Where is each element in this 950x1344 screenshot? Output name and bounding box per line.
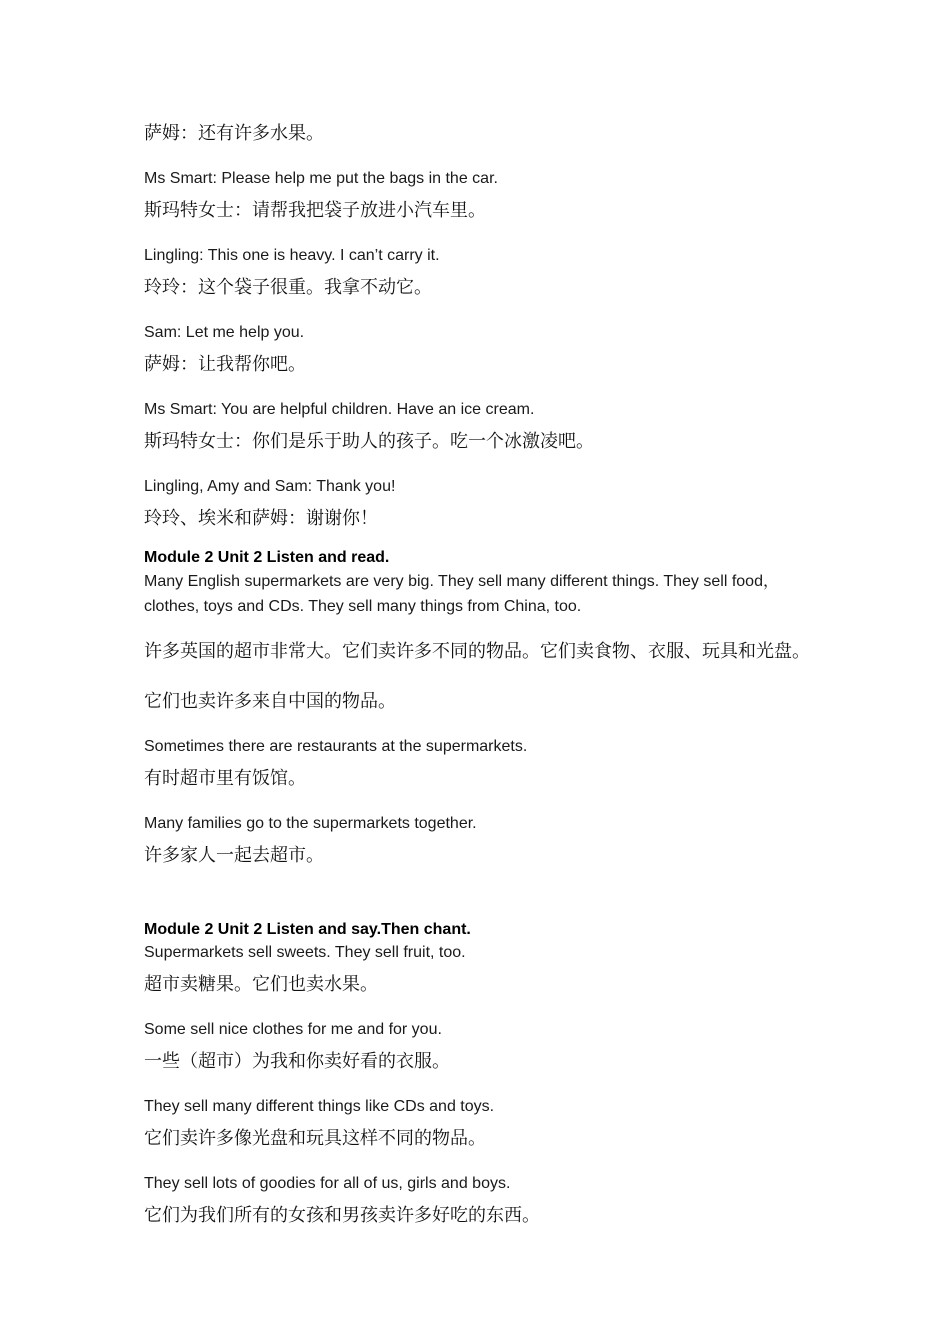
dialogue-zh: 萨姆：让我帮你吧。 (144, 354, 306, 375)
dialogue-pair (144, 321, 824, 379)
dialogue-zh: 斯玛特女士：请帮我把袋子放进小汽车里。 (144, 200, 486, 221)
read-pair (144, 735, 824, 793)
section-heading-read: Module 2 Unit 2 Listen and read. (144, 549, 390, 566)
chant-line-en: They sell many different things like CDs and toys. (144, 1098, 495, 1115)
dialogue-en: Lingling: This one is heavy. I can’t carry it. (144, 247, 440, 264)
dialogue-en: Ms Smart: Please help me put the bags in the car. (144, 170, 498, 187)
chant-line-zh: 超市卖糖果。它们也卖水果。 (144, 974, 378, 995)
read-pair (144, 812, 824, 870)
dialogue-pair (144, 398, 824, 456)
chant-line-en: They sell lots of goodies for all of us, girls and boys. (144, 1175, 511, 1192)
read-paragraph-zh: 许多英国的超市非常大。它们卖许多不同的物品。它们卖食物、衣服、玩具和光盘。它们也卖许多来自中国的物品。 (144, 641, 810, 712)
section-heading-chant: Module 2 Unit 2 Listen and say.Then chant. (144, 921, 471, 938)
read-paragraph-en: Many English supermarkets are very big. They sell many different things. They sell food，clothes, toys and CDs. They sell many things from China, too. (144, 573, 779, 615)
chant-pair (144, 1018, 824, 1076)
read-line-zh: 有时超市里有饭馆。 (144, 768, 306, 789)
dialogue-zh: 玲玲、埃米和萨姆：谢谢你！ (144, 508, 378, 529)
dialogue-pair (144, 244, 824, 302)
intro-zh: 萨姆：还有许多水果。 (144, 123, 324, 144)
read-line-en: Many families go to the supermarkets together. (144, 815, 477, 832)
dialogue-pair (144, 475, 824, 533)
dialogue-en: Sam: Let me help you. (144, 324, 305, 341)
dialogue-zh: 斯玛特女士：你们是乐于助人的孩子。吃一个冰激凌吧。 (144, 431, 594, 452)
dialogue-pair (144, 167, 824, 225)
intro-pair (144, 120, 824, 148)
section-gap (144, 889, 824, 919)
document-page (144, 120, 824, 1249)
chant-pair (144, 1095, 824, 1153)
read-line-zh: 许多家人一起去超市。 (144, 845, 324, 866)
chant-line-zh: 它们卖许多像光盘和玩具这样不同的物品。 (144, 1128, 486, 1149)
chant-line-en: Some sell nice clothes for me and for you. (144, 1021, 442, 1038)
dialogue-en: Lingling, Amy and Sam: Thank you! (144, 478, 396, 495)
chant-pair (144, 941, 824, 999)
read-line-en: Sometimes there are restaurants at the supermarkets. (144, 738, 528, 755)
chant-line-en: Supermarkets sell sweets. They sell fruit, too. (144, 944, 466, 961)
dialogue-en: Ms Smart: You are helpful children. Have an ice cream. (144, 401, 535, 418)
chant-line-zh: 它们为我们所有的女孩和男孩卖许多好吃的东西。 (144, 1205, 540, 1226)
chant-pair (144, 1172, 824, 1230)
chant-line-zh: 一些（超市）为我和你卖好看的衣服。 (144, 1051, 450, 1072)
dialogue-zh: 玲玲：这个袋子很重。我拿不动它。 (144, 277, 432, 298)
